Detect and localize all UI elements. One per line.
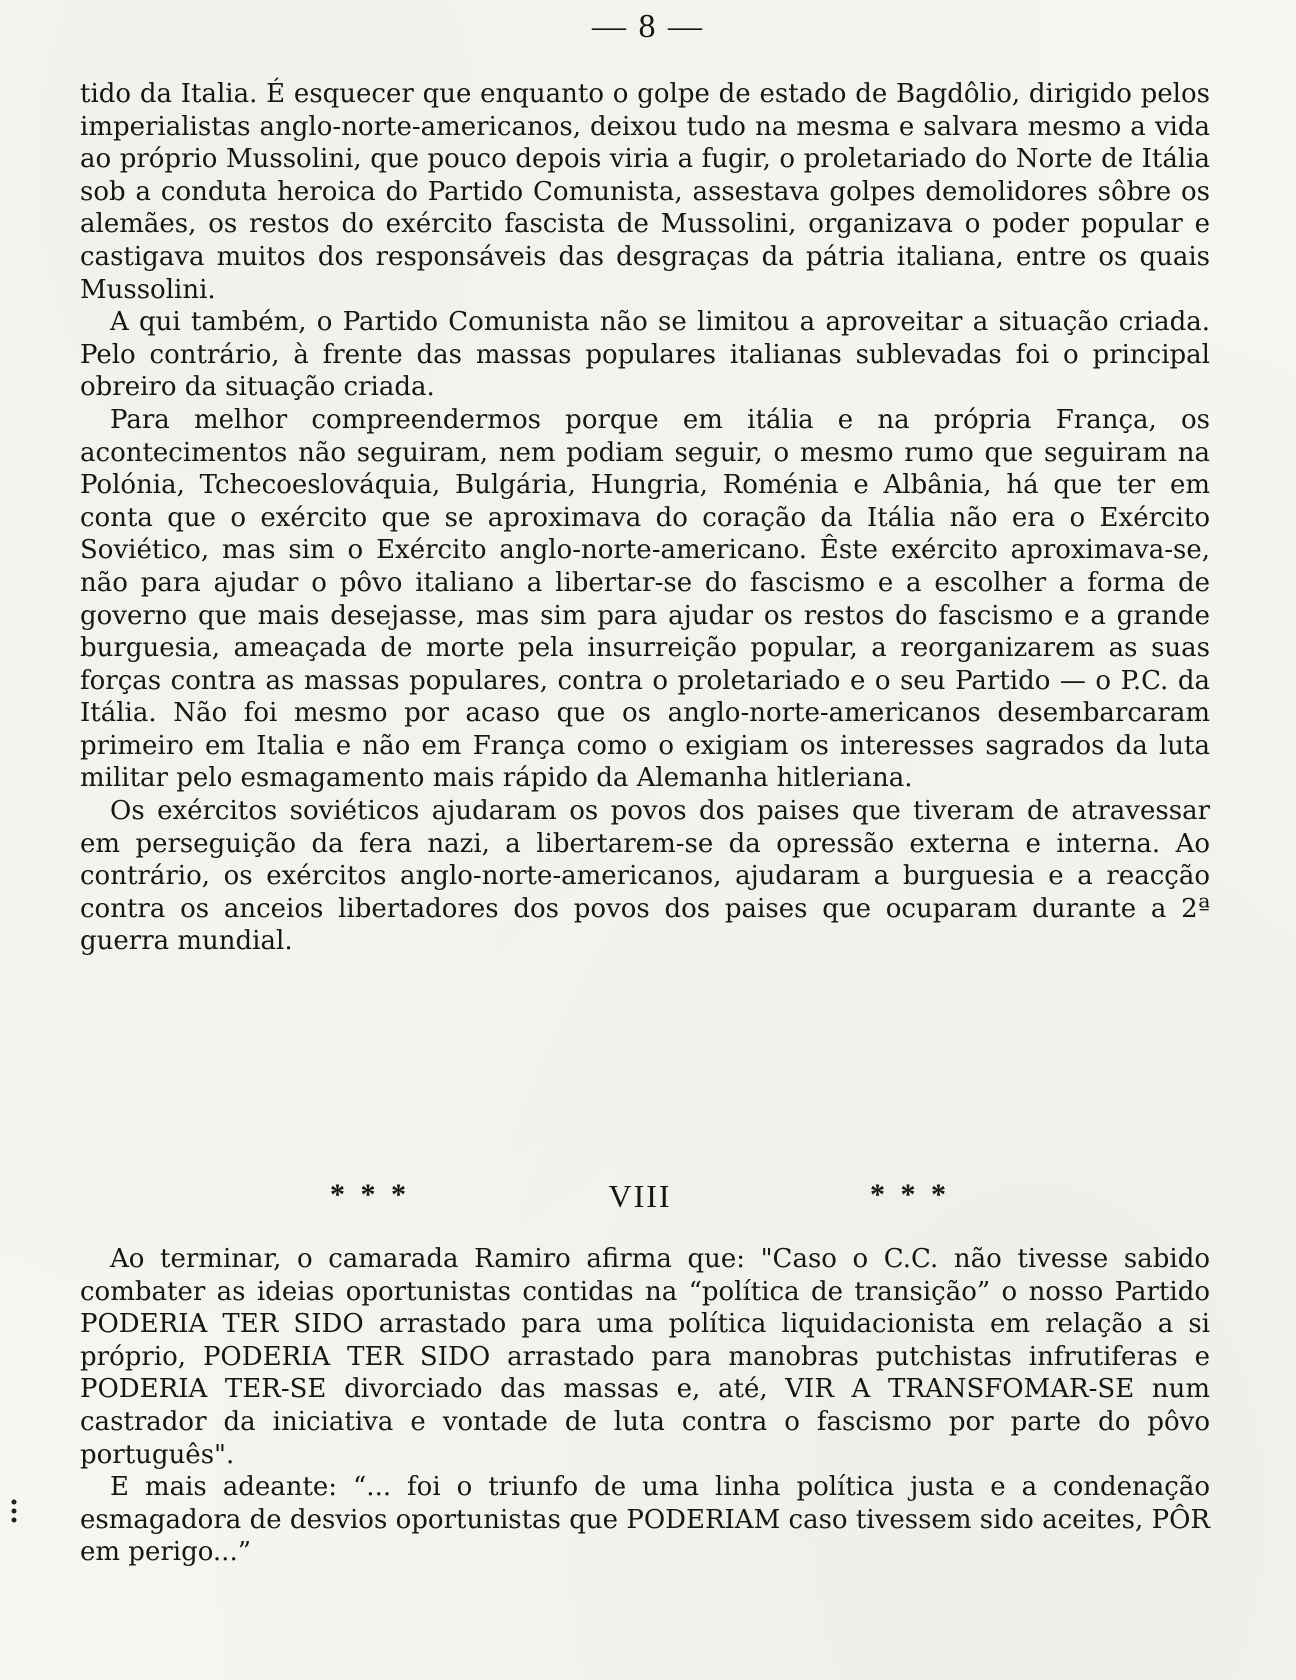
- section-number: VIII: [608, 1178, 672, 1214]
- asterism-left: * * *: [330, 1178, 410, 1211]
- paragraph: A qui também, o Partido Comunista não se limitou a aproveitar a situação criada. Pelo contrário, à frente das massas populares italianas sublevadas foi o principal obreiro da situação criada.: [80, 307, 1210, 403]
- paragraph: Para melhor compreendermos porque em itália e na própria França, os acontecimentos não seguiram, nem podiam seguir, o mesmo rumo que seguiram na Polónia, Tchecoeslováquia, Bulgária, Hungria, Roménia e Albânia, há que ter em conta que o exército que se aproximava do coração da Itália não era o Exército Soviético, mas sim o Exército anglo-norte-americano. Êste exército aproximava-se, não para ajudar o pôvo italiano a libertar-se do fascismo e a escolher a forma de governo que mais desejasse, mas sim para ajudar os restos do fascismo e a grande burguesia, ameaçada de morte pela insurreição popular, a reorganizarem as suas forças contra as massas populares, contra o proletariado e o seu Partido — o P.C. da Itália. Não foi mesmo por acaso que os anglo-norte-americanos desembarcaram primeiro em Italia e não em França como o exigiam os interesses sagrados da luta militar pelo esmagamento mais rápido da Alemanha hitleriana.: [80, 404, 1210, 794]
- paragraph: E mais adeante: “... foi o triunfo de uma linha política justa e a condenação esmagadora de desvios oportunistas que PODERIAM caso tivessem sido aceites, PÔR em perigo...”: [80, 1472, 1210, 1568]
- asterism-right: * * *: [870, 1178, 950, 1211]
- section-one-text: [80, 78, 1210, 958]
- section-two-text: [80, 1243, 1210, 1569]
- paragraph: Os exércitos soviéticos ajudaram os povos dos paises que tiveram de atravessar em perseguição da fera nazi, a libertarem-se da opressão externa e interna. Ao contrário, os exércitos anglo-norte-americanos, ajudaram a burguesia e a reacção contra os anceios libertadores dos povos dos paises que ocuparam durante a 2ª guerra mundial.: [80, 796, 1210, 957]
- paragraph: Ao terminar, o camarada Ramiro afirma que: "Caso o C.C. não tivesse sabido combater as ideias oportunistas contidas na “política de transição” o nosso Partido PODERIA TER SIDO arrastado para uma política liquidacionista em relação a si próprio, PODERIA TER SIDO arrastado para manobras putchistas infrutiferas e PODERIA TER-SE divorciado das massas e, até, VIR A TRANSFOMAR-SE num castrador da iniciativa e vontade de luta contra o fascismo por parte do pôvo português".: [80, 1244, 1210, 1470]
- margin-mark-icon: [8, 1497, 20, 1525]
- section-heading: [330, 1178, 950, 1218]
- paragraph: tido da Italia. É esquecer que enquanto o golpe de estado de Bagdôlio, dirigido pelos imperialistas anglo-norte-americanos, deixou tudo na mesma e salvara mesmo a vida ao próprio Mussolini, que pouco depois viria a fugir, o proletariado do Norte de Itália sob a conduta heroica do Partido Comunista, assestava golpes demolidores sôbre os alemães, os restos do exército fascista de Mussolini, organizava o poder popular e castigava muitos dos responsáveis das desgraças da pátria italiana, entre os quais Mussolini.: [80, 79, 1210, 305]
- page-number: — 8 —: [592, 8, 704, 45]
